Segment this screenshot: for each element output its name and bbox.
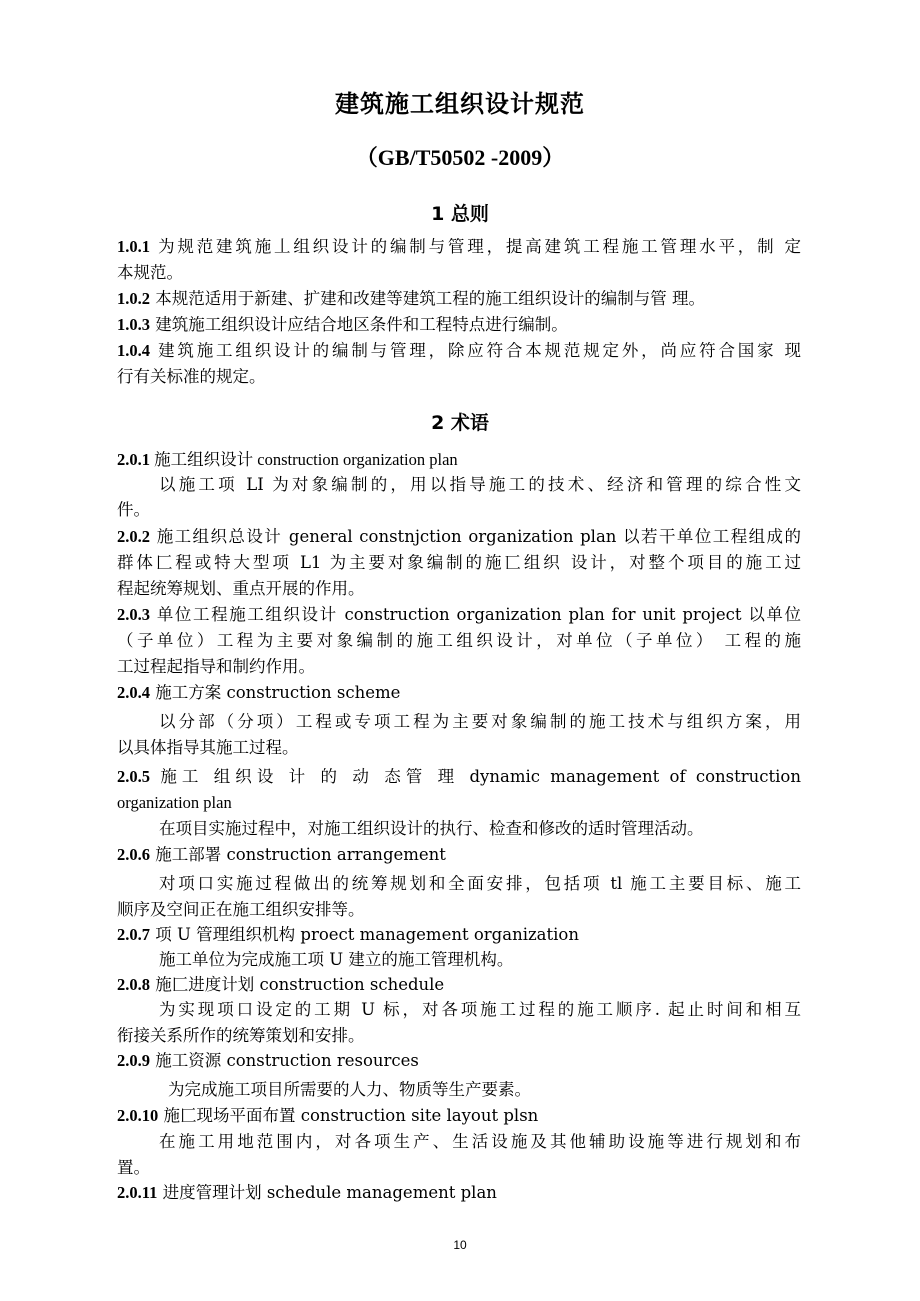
term-2-0-6-def-line-2: 顺序及空间正在施工组织安排等。 xyxy=(117,900,365,919)
term-name: 施工资源 construction resources xyxy=(155,1051,419,1070)
term-2-0-7 xyxy=(117,923,801,947)
term-name: 进度管理计划 schedule management plan xyxy=(162,1183,497,1202)
term-2-0-8-def-line-1: 为实现项口设定的工期 U 标，对各项施工过程的施工顺序. 起止时间和相互 xyxy=(159,1000,801,1019)
term-2-0-10 xyxy=(117,1104,801,1128)
term-number: 2.0.8 xyxy=(117,975,150,994)
term-2-0-10-def-line-1: 在施工用地范围内，对各项生产、生活设施及其他辅助设施等进行规划和布 xyxy=(159,1132,801,1151)
term-2-0-2-line-2: 群体匚程或特大型项 L1 为主要对象编制的施匸组织 设计，对整个项目的施工过 xyxy=(117,553,801,572)
page-number: 10 xyxy=(453,1238,467,1252)
clause-1-0-4-line-1 xyxy=(117,339,801,363)
term-2-0-9-def: 为完成施工项目所需要的人力、物质等生产要素。 xyxy=(168,1080,531,1099)
term-2-0-11 xyxy=(117,1181,801,1205)
clause-text: 为规范建筑施丄组织设计的编制与管理，提高建筑工程施工管理水平，制 定 xyxy=(158,237,801,256)
clause-text: 本规范适用于新建、扩建和改建等建筑工程的施工组织设计的编制与管 理。 xyxy=(155,289,705,308)
clause-text: 建筑施工组织设计的编制与管理，除应符合本规范规定外，尚应符合国家 现 xyxy=(158,341,801,360)
term-name: 项 U 管理组织机构 proect management organization xyxy=(155,925,579,944)
term-text: 施工组织总设计 general constnjction organization plan 以若干单位工程组成的 xyxy=(156,527,801,546)
clause-1-0-3 xyxy=(117,313,801,337)
term-2-0-3-line-3: 工过程起指导和制约作用。 xyxy=(117,657,315,676)
term-number: 2.0.10 xyxy=(117,1106,159,1125)
term-2-0-9 xyxy=(117,1049,801,1073)
term-2-0-4-def-line-2: 以具体指导其施工过程。 xyxy=(117,738,299,757)
term-text: 单位工程施工组织设计 construction organization plan for unit project 以单位 xyxy=(156,605,801,624)
clause-number: 1.0.2 xyxy=(117,289,150,308)
clause-1-0-2 xyxy=(117,287,801,311)
term-name: 施工 组织设 计 的 动 态管 理 dynamic management of construction xyxy=(160,767,801,786)
term-2-0-5-line-2: organization plan xyxy=(117,793,232,812)
term-2-0-3-line-2: （子单位）工程为主要对象编制的施工组织设计，对单位（子单位） 工程的施 xyxy=(117,631,801,650)
term-number: 2.0.11 xyxy=(117,1183,158,1202)
term-number: 2.0.1 xyxy=(117,450,150,469)
term-number: 2.0.9 xyxy=(117,1051,150,1070)
clause-1-0-1-line-2: 本规范。 xyxy=(117,263,183,282)
section-heading-terms: 2 术语 xyxy=(431,412,489,434)
term-number: 2.0.4 xyxy=(117,683,150,702)
term-2-0-1 xyxy=(117,448,801,472)
clause-number: 1.0.3 xyxy=(117,315,150,334)
term-2-0-8 xyxy=(117,973,801,997)
term-name: 施工部署 construction arrangement xyxy=(155,845,446,864)
clause-1-0-1-line-1 xyxy=(117,235,801,259)
standard-code: （GB/T50502 -2009） xyxy=(355,145,565,170)
term-2-0-8-def-line-2: 衔接关系所作的统筹策划和安排。 xyxy=(117,1026,365,1045)
document-title: 建筑施工组织设计规范 xyxy=(335,90,585,118)
term-name: 施工方案 construction scheme xyxy=(155,683,401,702)
term-number: 2.0.6 xyxy=(117,845,150,864)
term-2-0-10-def-line-2: 置。 xyxy=(117,1158,150,1177)
clause-text: 建筑施工组织设计应结合地区条件和工程特点进行编制。 xyxy=(155,315,568,334)
term-2-0-2-line-1 xyxy=(117,525,801,549)
term-2-0-5-line-1 xyxy=(117,765,801,789)
term-2-0-6 xyxy=(117,843,801,867)
term-name: 施匚现场平面布置 construction site layout plsn xyxy=(163,1106,539,1125)
term-name: 施匚进度计划 construction schedule xyxy=(155,975,445,994)
term-2-0-1-def-line-2: 件。 xyxy=(117,500,150,519)
term-number: 2.0.7 xyxy=(117,925,150,944)
term-2-0-4-def-line-1: 以分部（分项）工程或专项工程为主要对象编制的施工技术与组织方案，用 xyxy=(159,712,801,731)
clause-number: 1.0.4 xyxy=(117,341,150,360)
term-number: 2.0.2 xyxy=(117,527,150,546)
term-name: 施工组织设计 construction organization plan xyxy=(154,450,458,469)
section-heading-general: 1 总则 xyxy=(431,203,489,225)
term-2-0-1-def-line-1: 以施工项 LI 为对象编制的，用以指导施工的技术、经济和管理的综合性文 xyxy=(159,475,801,494)
term-2-0-3-line-1 xyxy=(117,603,801,627)
term-2-0-6-def-line-1: 对项口实施过程做出的统筹规划和全面安排，包括项 tl 施工主要目标、施工 xyxy=(159,874,801,893)
term-2-0-4 xyxy=(117,681,801,705)
term-2-0-5-def: 在项目实施过程中，对施工组织设计的执行、检查和修改的适时管理活动。 xyxy=(159,819,704,838)
term-2-0-7-def: 施工单位为完成施工项 U 建立的施工管理机构。 xyxy=(159,950,514,969)
term-number: 2.0.5 xyxy=(117,767,150,786)
clause-number: 1.0.1 xyxy=(117,237,150,256)
clause-1-0-4-line-2: 行有关标准的规定。 xyxy=(117,367,266,386)
term-2-0-2-line-3: 程起统筹规划、重点开展的作用。 xyxy=(117,579,365,598)
term-number: 2.0.3 xyxy=(117,605,150,624)
